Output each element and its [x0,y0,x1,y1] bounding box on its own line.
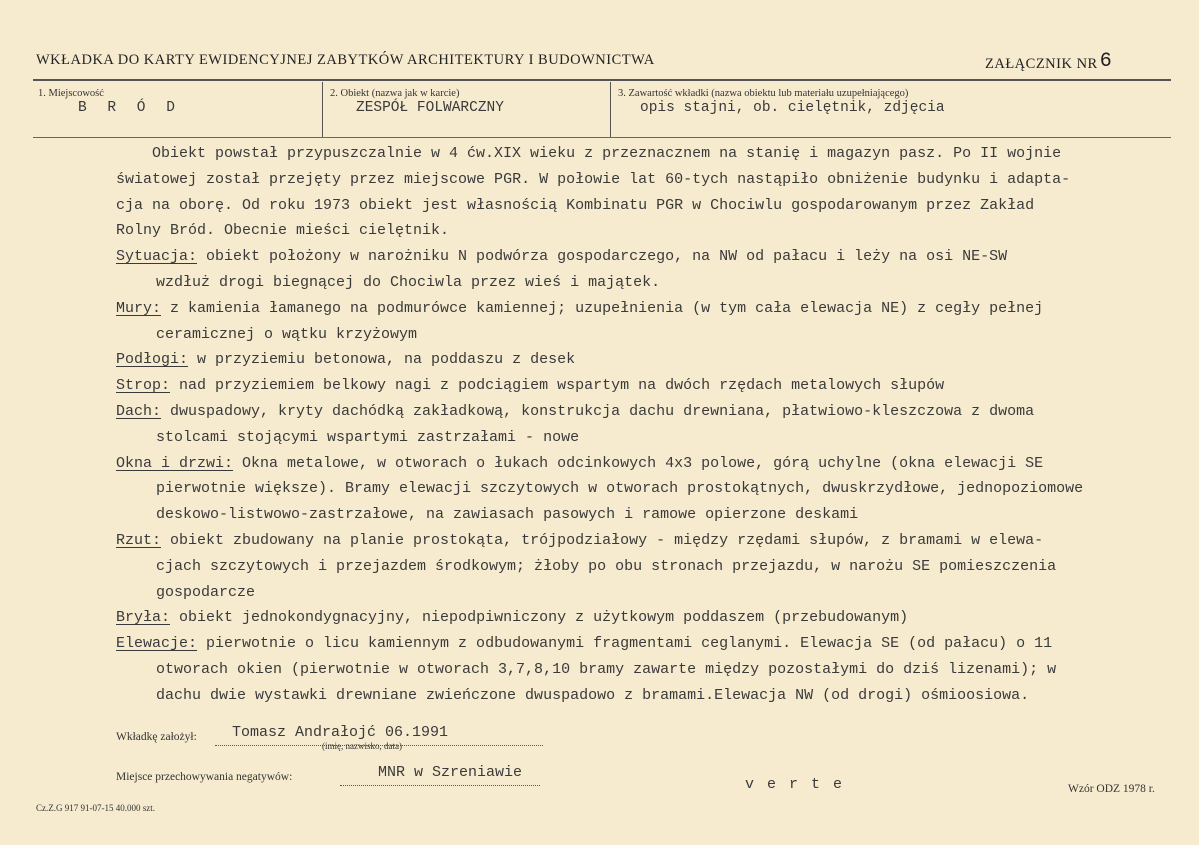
body-line: deskowo-listwowo-zastrzałowe, na zawiasach pasowych i ramowe opierzone deskami [156,506,859,524]
section-heading: Rzut: [116,532,162,549]
body-line [116,403,1034,420]
section-text: obiekt położony w narożniku N podwórza gospodarczego, na NW od pałacu i leży na osi NE-SW [197,248,1008,266]
section-heading: Sytuacja: [116,248,198,266]
section-text: nad przyziemiem belkowy nagi z podciągiem wspartym na dwóch rzędach metalowych słupów [170,377,945,395]
fields-rule [33,137,1171,138]
section-heading: Okna i drzwi: [116,454,234,472]
body-line: światowej został przejęty przez miejscowe PGR. W połowie lat 60-tych nastąpiło obniżenie budynku i adapta- [116,170,1071,188]
body-line: gospodarcze [156,583,256,601]
verte-note: v e r t e [745,776,845,793]
section-heading: Dach: [116,403,162,420]
content-value: opis stajni, ob. cielętnik, zdjęcia [640,100,945,116]
negatives-label: Miejsce przechowywania negatywów: [116,771,293,783]
body-line [116,300,1043,317]
section-text: obiekt jednokondygnacyjny, niepodpiwniczony z użytkowym poddaszem (przebudowanym) [170,609,909,627]
field-divider-2 [610,82,611,138]
content-label: 3. Zawartość wkładki (nazwa obiektu lub materiału uzupełniającego) [618,88,909,99]
body-line [116,377,944,394]
body-line: otworach okien (pierwotnie w otworach 3,7,8,10 bramy zawarte między pozostałymi do dziś lizenami); w [156,661,1057,678]
section-text: w przyziemiu betonowa, na poddaszu z desek [188,351,576,369]
body-line [116,635,1052,652]
section-text: pierwotnie o licu kamiennym z odbudowanymi fragmentami ceglanymi. Elewacja SE (od pałacu) o 11 [197,635,1053,653]
body-line: Obiekt powstał przypuszczalnie w 4 ćw.XIX wieku z przeznacznem na stanię i magazyn pasz. Po II wojnie [152,145,1062,162]
section-heading: Mury: [116,299,162,317]
section-text: z kamienia łamanego na podmurówce kamiennej; uzupełnienia (w tym cała elewacja NE) z cegły pełnej [161,299,1044,317]
author-value: Tomasz Andrałojć 06.1991 [232,724,449,741]
field-divider-1 [322,82,323,138]
body-line [116,609,908,626]
place-label: 1. Miejscowość [38,88,104,99]
section-heading: Strop: [116,377,171,395]
negatives-dotted-line [340,785,540,786]
body-line: dachu dwie wystawki drewniane zwieńczone dwuspadowo z bramami.Elewacja NW (od drogi) ośmioosiowa. [156,686,1030,704]
form-title: WKŁADKA DO KARTY EWIDENCYJNEJ ZABYTKÓW ARCHITEKTURY I BUDOWNICTWA [36,52,655,68]
body-line [116,455,1043,472]
section-text: obiekt zbudowany na planie prostokąta, trójpodziałowy - między rzędami słupów, z bramami w elewa- [161,532,1044,549]
body-line: stolcami stojącymi wspartymi zastrzałami - nowe [156,428,580,446]
object-label: 2. Obiekt (nazwa jak w karcie) [330,88,460,99]
negatives-value: MNR w Szreniawie [378,764,523,781]
body-line: pierwotnie większe). Bramy elewacji szczytowych w otworach prostokątnych, dwuskrzydłowe, jednopoziomowe [156,480,1084,498]
body-line [116,248,1007,265]
annex-label-text: ZAŁĄCZNIK NR [985,56,1098,72]
body-line: Rolny Bród. Obecnie mieści cielętnik. [116,222,450,240]
section-heading: Bryła: [116,609,171,627]
annex-label [985,52,1112,75]
form-code: Wzór ODZ 1978 r. [1068,783,1155,795]
body-line: wzdłuż drogi biegnącej do Chociwla przez wieś i majątek. [156,274,661,291]
section-text: dwuspadowy, kryty dachódką zakładkową, konstrukcja dachu drewniana, płatwiowo-kleszczowa z dwoma [161,403,1035,420]
body-line: cja na oborę. Od roku 1973 obiekt jest własnością Kombinatu PGR w Chociwlu gospodarowanym przez Zakład [116,196,1035,214]
print-info: Cz.Z.G 917 91-07-15 40.000 szt. [36,803,155,813]
section-heading: Podłogi: [116,351,189,369]
section-heading: Elewacje: [116,635,198,653]
body-line [116,532,1043,549]
author-label: Wkładkę założył: [116,731,197,743]
place-value: B R Ó D [78,100,181,116]
header-rule [33,79,1171,81]
object-value: ZESPÓŁ FOLWARCZNY [356,100,504,116]
author-hint: (imię, nazwisko, data) [322,741,402,751]
annex-number: 6 [1099,50,1113,73]
body-line: ceramicznej o wątku krzyżowym [156,325,418,343]
section-text: Okna metalowe, w otworach o łukach odcinkowych 4x3 polowe, górą uchylne (okna elewacji SE [233,454,1044,472]
body-line [116,351,575,368]
body-line: cjach szczytowych i przejazdem środkowym; żłoby po obu stronach przejazdu, w narożu SE pomieszczenia [156,557,1057,575]
